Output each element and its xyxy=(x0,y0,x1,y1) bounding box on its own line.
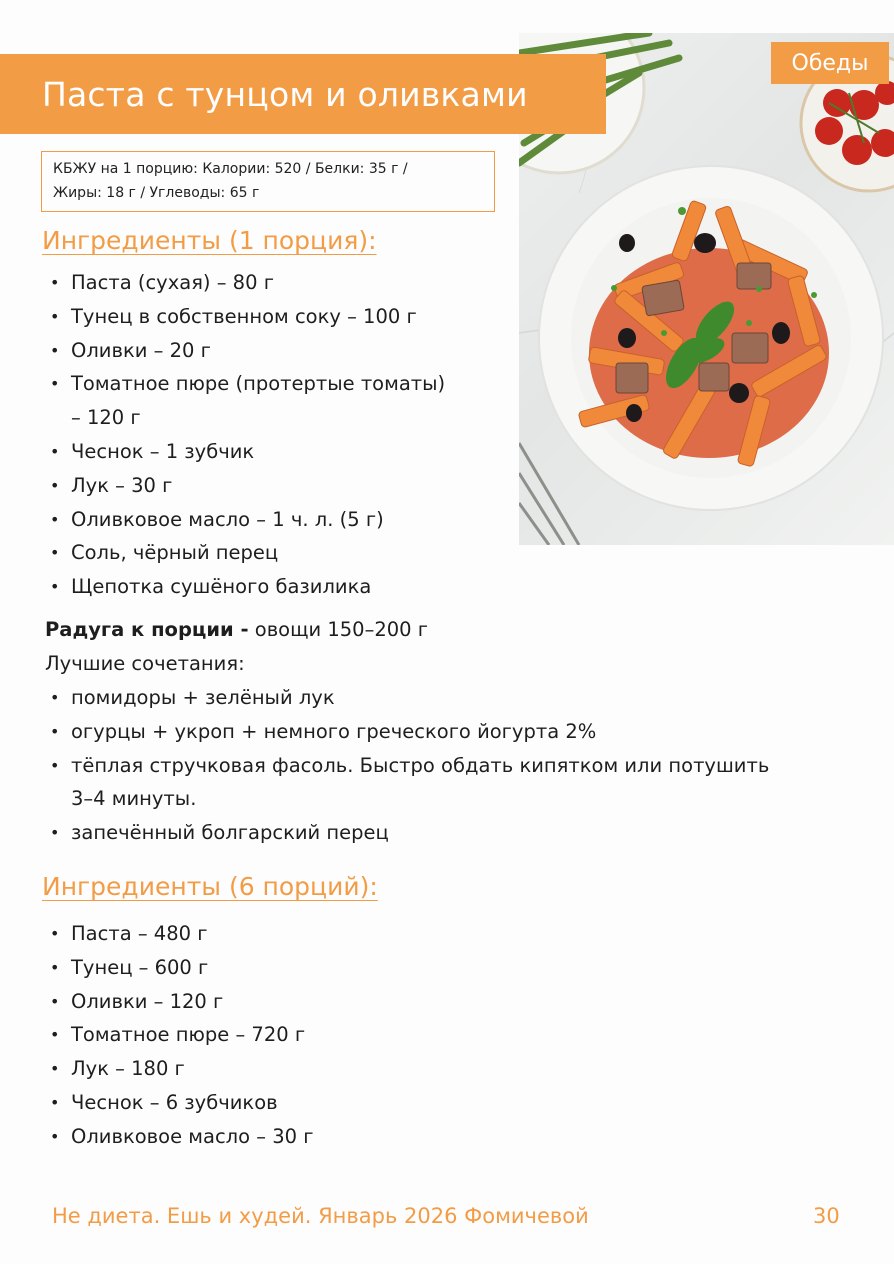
nutrition-line: Жиры: 18 г / Углеводы: 65 г xyxy=(53,185,260,201)
list-item: • помидоры + зелёный лук xyxy=(50,681,769,715)
recipe-title: Паста с тунцом и оливками xyxy=(42,74,528,114)
combos-label: Лучшие сочетания: xyxy=(45,652,245,675)
footer-text: Не диета. Ешь и худей. Январь 2026 Фомичевой xyxy=(52,1204,589,1228)
ingredients-single-title: Ингредиенты (1 порция): xyxy=(42,226,377,255)
nutrition-line: КБЖУ на 1 порцию: Калории: 520 / Белки: 35 г / xyxy=(53,161,408,177)
rainbow-text: овощи 150–200 г xyxy=(248,618,428,641)
page-number: 30 xyxy=(813,1204,840,1228)
list-item: • Лук – 180 г xyxy=(50,1052,313,1086)
ingredients-six-list xyxy=(50,917,313,1154)
list-item: • Оливковое масло – 1 ч. л. (5 г) xyxy=(50,503,445,537)
list-item: • Тунец – 600 г xyxy=(50,951,313,985)
list-item: • огурцы + укроп + немного греческого йогурта 2% xyxy=(50,715,769,749)
ingredients-six-title: Ингредиенты (6 порций): xyxy=(42,872,378,901)
list-item: • Лук – 30 г xyxy=(50,469,445,503)
list-item: • Чеснок – 1 зубчик xyxy=(50,435,445,469)
rainbow-combos-list xyxy=(50,681,769,850)
title-banner xyxy=(0,54,606,134)
list-item: • Оливковое масло – 30 г xyxy=(50,1120,313,1154)
list-item: • Оливки – 20 г xyxy=(50,334,445,368)
rainbow-label: Радуга к порции - xyxy=(45,618,249,641)
ingredients-single-list xyxy=(50,266,445,604)
list-item: • тёплая стручковая фасоль. Быстро обдать кипятком или потушить xyxy=(50,749,769,783)
list-item: • Паста – 480 г xyxy=(50,917,313,951)
list-item: • запечённый болгарский перец xyxy=(50,816,769,850)
list-item: • Паста (сухая) – 80 г xyxy=(50,266,445,300)
list-item: • Тунец в собственном соку – 100 г xyxy=(50,300,445,334)
list-item: • Томатное пюре (протертые томаты) xyxy=(50,367,445,401)
list-item: • Соль, чёрный перец xyxy=(50,536,445,570)
rainbow-line xyxy=(45,613,428,647)
list-item: • Щепотка сушёного базилика xyxy=(50,570,445,604)
list-item: • Чеснок – 6 зубчиков xyxy=(50,1086,313,1120)
list-item: • Томатное пюре – 720 г xyxy=(50,1018,313,1052)
category-tag: Обеды xyxy=(771,42,889,84)
list-item: • Оливки – 120 г xyxy=(50,985,313,1019)
list-item-continuation: – 120 г xyxy=(71,406,141,430)
list-item-continuation: 3–4 минуты. xyxy=(71,787,197,811)
nutrition-box xyxy=(41,151,495,212)
